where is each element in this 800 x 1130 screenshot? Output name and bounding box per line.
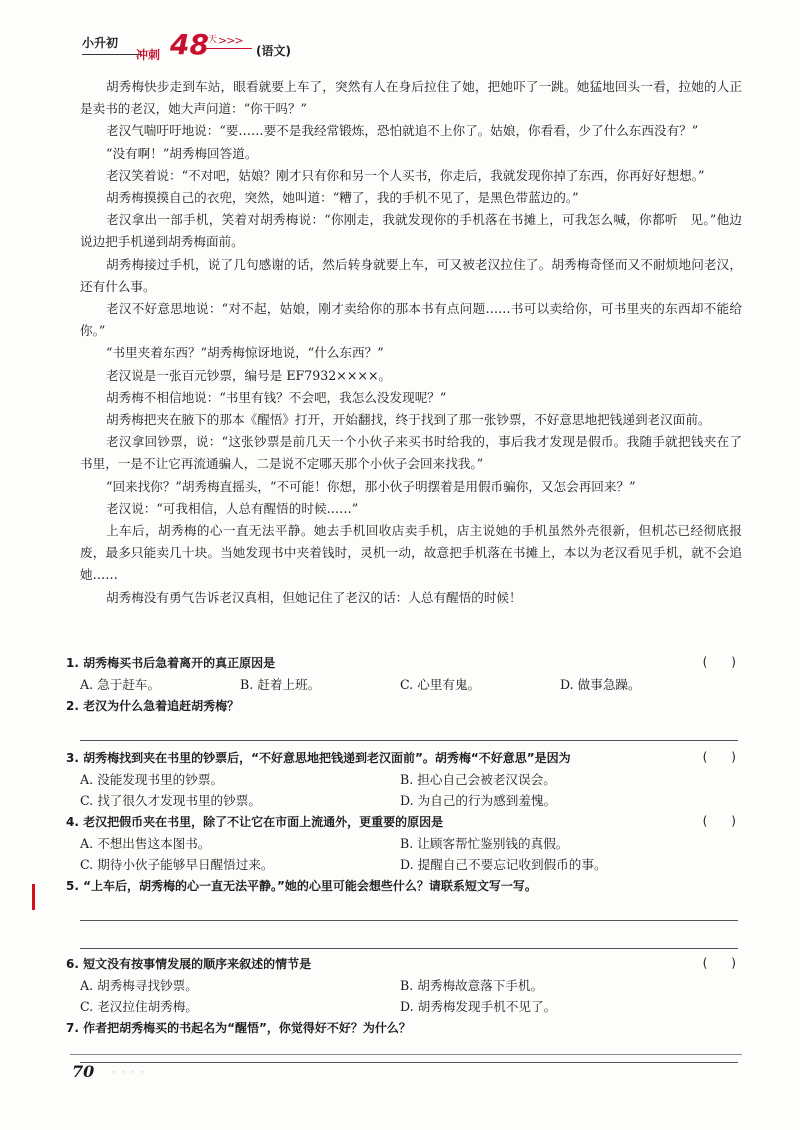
header-rule	[82, 54, 142, 55]
header-series-label: 小升初	[82, 36, 119, 50]
option-c[interactable]: C. 老汉拉住胡秀梅。	[80, 999, 198, 1014]
page-header	[60, 28, 750, 68]
question-text: 6. 短文没有按事情发展的顺序来叙述的情节是	[66, 957, 312, 971]
answer-line[interactable]	[80, 1061, 738, 1063]
option-d[interactable]: D. 做事急躁。	[560, 677, 641, 692]
option-a[interactable]: A. 没能发现书里的钞票。	[80, 772, 224, 787]
answer-line[interactable]	[80, 947, 738, 949]
answer-line[interactable]	[80, 739, 738, 741]
story-paragraph: 老汉拿出一部手机，笑着对胡秀梅说：“你刚走，我就发现你的手机落在书摊上，可我怎么喊，你都听 见。”他边说边把手机递到胡秀梅面前。	[80, 212, 742, 250]
story-paragraph: “没有啊！”胡秀梅回答道。	[106, 145, 258, 161]
option-c[interactable]: C. 心里有鬼。	[400, 677, 481, 692]
story-paragraph: 胡秀梅摸摸自己的衣兜，突然，她叫道：“糟了，我的手机不见了，是黑色带蓝边的。”	[106, 190, 579, 206]
option-c[interactable]: C. 找了很久才发现书里的钞票。	[80, 793, 261, 808]
question-1	[66, 652, 746, 695]
story-paragraph: 老汉说是一张百元钞票，编号是 EF7932××××。	[106, 367, 392, 383]
question-5	[66, 875, 746, 949]
question-section	[66, 652, 746, 1063]
option-list	[66, 975, 746, 1017]
header-subject: (语文)	[256, 44, 291, 58]
margin-mark	[32, 884, 35, 910]
option-a[interactable]: A. 急于赶车。	[80, 677, 161, 692]
option-b[interactable]: B. 担心自己会被老汉误会。	[400, 772, 556, 787]
option-d[interactable]: D. 为自己的行为感到羞愧。	[400, 793, 557, 808]
option-b[interactable]: B. 赶着上班。	[240, 677, 321, 692]
story-paragraph: 老汉不好意思地说：“对不起，姑娘，刚才卖给你的那本书有点问题……书可以卖给你，可书里夹的东西却不能给你。”	[80, 301, 742, 339]
question-text: 2. 老汉为什么急着追赶胡秀梅？	[66, 699, 240, 713]
option-d[interactable]: D. 提醒自己不要忘记收到假币的事。	[400, 857, 607, 872]
answer-bracket[interactable]: ( )	[702, 750, 736, 764]
story-paragraph: 老汉说：“可我相信，人总有醒悟的时候……”	[106, 500, 359, 516]
question-text: 3. 胡秀梅找到夹在书里的钞票后，“不好意思地把钱递到老汉面前”。胡秀梅“不好意思”是因为	[66, 751, 571, 765]
question-text: 1. 胡秀梅买书后急着离开的真正原因是	[66, 656, 276, 670]
story-paragraph: 老汉笑着说：“不对吧，姑娘？刚才只有你和另一个人买书，你走后，我就发现你掉了东西，你再好好想想。”	[106, 167, 705, 183]
story-paragraph: “书里夹着东西？”胡秀梅惊讶地说，“什么东西？”	[106, 345, 384, 361]
option-b[interactable]: B. 胡秀梅故意落下手机。	[400, 978, 544, 993]
story-paragraph: 老汉气喘吁吁地说：“要……要不是我经常锻炼，恐怕就追不上你了。姑娘，你看看，少了什么东西没有？”	[106, 123, 699, 139]
question-2	[66, 695, 746, 741]
question-text: 5. “上车后，胡秀梅的心一直无法平静。”她的心里可能会想些什么？请联系短文写一写。	[66, 879, 537, 893]
story-paragraph: 胡秀梅把夹在腋下的那本《醒悟》打开，开始翻找，终于找到了那一张钞票，不好意思地把钱递到老汉面前。	[106, 412, 711, 428]
option-c[interactable]: C. 期待小伙子能够早日醒悟过来。	[80, 857, 274, 872]
story-paragraph: 胡秀梅不相信地说：“书里有钱？不会吧，我怎么没发现呢？”	[106, 389, 447, 405]
page-number: 70	[72, 1062, 95, 1081]
answer-bracket[interactable]: ( )	[702, 814, 736, 828]
header-arrows-icon: >>>	[218, 34, 243, 47]
story-paragraph: 胡秀梅快步走到车站，眼看就要上车了，突然有人在身后拉住了她，把她吓了一跳。她猛地回头一看，拉她的人正是卖书的老汉，她大声问道：“你干吗？”	[80, 79, 742, 117]
answer-bracket[interactable]: ( )	[702, 655, 736, 669]
header-arrow-rule	[206, 48, 252, 49]
question-4	[66, 811, 746, 875]
question-text: 4. 老汉把假币夹在书里，除了不让它在市面上流通外，更重要的原因是	[66, 815, 444, 829]
header-days-label: 天	[208, 35, 218, 45]
option-list	[66, 769, 746, 811]
option-a[interactable]: A. 不想出售这本图书。	[80, 836, 211, 851]
story-paragraph: 胡秀梅接过手机，说了几句感谢的话，然后转身就要上车，可又被老汉拉住了。胡秀梅奇怪而又不耐烦地问老汉，还有什么事。	[80, 256, 742, 294]
option-a[interactable]: A. 胡秀梅寻找钞票。	[80, 978, 198, 993]
footer-rule	[70, 1054, 742, 1055]
story-paragraph: 上车后，胡秀梅的心一直无法平静。她去手机回收店卖手机，店主说她的手机虽然外壳很新，但机芯已经彻底报废，最多只能卖几十块。当她发现书中夹着钱时，灵机一动，故意把手机落在书摊上，本以为老汉看见手机，就不会追她……	[80, 523, 742, 583]
story-text	[80, 76, 742, 609]
header-sprint-label: 冲刺	[136, 48, 161, 62]
option-d[interactable]: D. 胡秀梅发现手机不见了。	[400, 999, 557, 1014]
story-paragraph: 老汉拿回钞票，说：“这张钞票是前几天一个小伙子来买书时给我的，事后我才发现是假币。我随手就把钱夹在了书里，一是不让它再流通骗人，二是说不定哪天那个小伙子会回来找我。”	[80, 434, 742, 472]
answer-bracket[interactable]: ( )	[702, 956, 736, 970]
question-3	[66, 747, 746, 811]
footer-dots: · · · ·	[112, 1068, 147, 1078]
header-day-count: 48	[170, 28, 209, 61]
question-7	[66, 1017, 746, 1063]
question-text: 7. 作者把胡秀梅买的书起名为“醒悟”，你觉得好不好？为什么？	[66, 1021, 411, 1035]
option-b[interactable]: B. 让顾客帮忙鉴别钱的真假。	[400, 836, 569, 851]
story-paragraph: “回来找你？”胡秀梅直摇头，“不可能！你想，那小伙子明摆着是用假币骗你，又怎会再回来？”	[106, 478, 636, 494]
story-paragraph: 胡秀梅没有勇气告诉老汉真相，但她记住了老汉的话：人总有醒悟的时候！	[106, 589, 522, 605]
option-list	[66, 674, 746, 695]
option-list	[66, 833, 746, 875]
question-6	[66, 953, 746, 1017]
